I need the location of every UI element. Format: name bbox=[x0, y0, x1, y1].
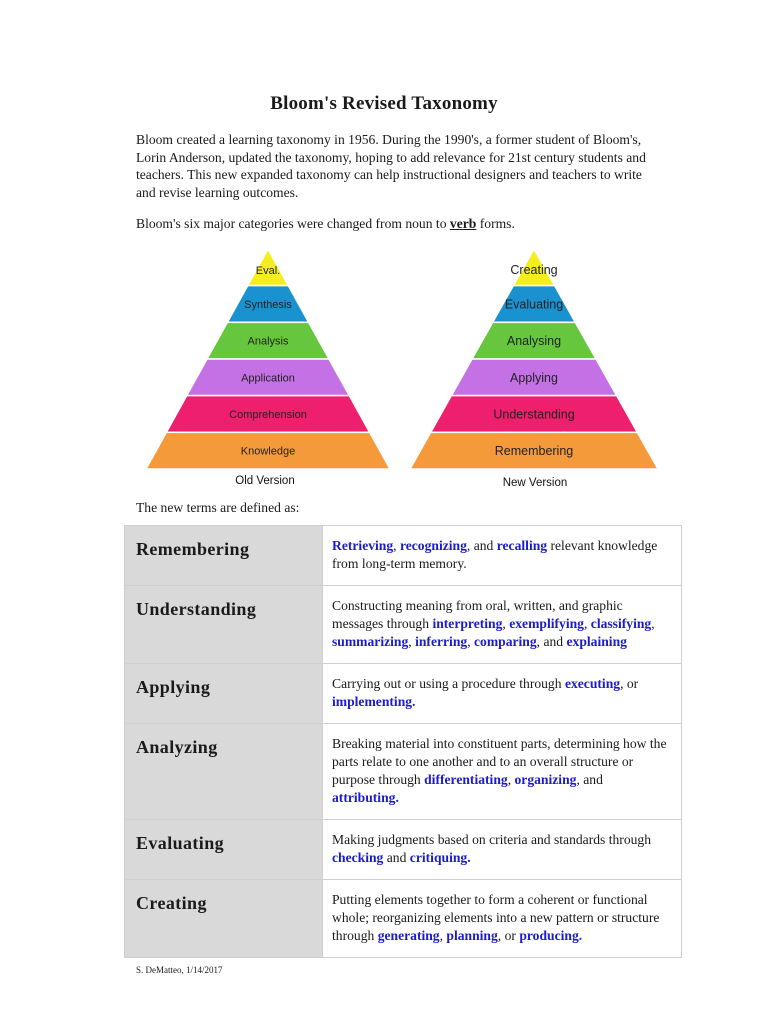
old-pyramid-level-1-label: Eval. bbox=[255, 264, 281, 277]
term-row-understanding bbox=[125, 586, 682, 664]
keyword-verb: comparing bbox=[473, 634, 537, 649]
definitions-intro: The new terms are defined as: bbox=[136, 500, 300, 515]
term-definition bbox=[323, 820, 682, 880]
new-pyramid-level-5-label: Understanding bbox=[493, 407, 575, 422]
verb-sentence-end: forms. bbox=[476, 216, 515, 231]
intro-paragraph: Bloom created a learning taxonomy in 1956. During the 1990's, a former student of Bloom's, Lorin Anderson, updated the taxonomy, hoping to add relevance for 21st century students and teachers. This new expanded taxonomy can help instructional designers and teachers to write and revise learning outcomes. bbox=[136, 132, 646, 200]
definition-text: , or bbox=[620, 676, 639, 691]
verb-emphasis: verb bbox=[449, 216, 477, 231]
term-name: Applying bbox=[125, 664, 323, 724]
definition-text: and bbox=[383, 850, 410, 865]
keyword-verb: planning bbox=[446, 928, 498, 943]
page-title: Bloom's Revised Taxonomy bbox=[270, 93, 498, 114]
definition-text: , bbox=[408, 634, 416, 649]
keyword-verb: implementing. bbox=[332, 694, 416, 709]
old-pyramid-level-4-label: Application bbox=[241, 372, 295, 385]
keyword-verb: explaining bbox=[566, 634, 627, 649]
keyword-verb: recalling bbox=[496, 538, 548, 553]
definition-text: , bbox=[507, 772, 515, 787]
keyword-verb: classifying bbox=[590, 616, 652, 631]
definition-text: , bbox=[393, 538, 400, 553]
definition-text: , bbox=[502, 616, 510, 631]
keyword-verb: inferring bbox=[415, 634, 468, 649]
old-pyramid-level-3-label: Analysis bbox=[247, 335, 289, 348]
old-pyramid-level-6-label: Knowledge bbox=[240, 445, 296, 458]
keyword-verb: executing bbox=[564, 676, 621, 691]
keyword-verb: interpreting bbox=[432, 616, 503, 631]
old-version-pyramid bbox=[146, 249, 390, 469]
term-row-evaluating bbox=[125, 820, 682, 880]
definition-text: , bbox=[583, 616, 591, 631]
pyramid-figure bbox=[0, 0, 768, 500]
definition-text: , and bbox=[536, 634, 567, 649]
term-row-analyzing bbox=[125, 724, 682, 820]
new-version-caption: New Version bbox=[502, 477, 568, 489]
definition-text: , and bbox=[466, 538, 497, 553]
new-pyramid-level-3-label: Analysing bbox=[506, 334, 562, 349]
definition-text: , and bbox=[576, 772, 603, 787]
definition-text: , bbox=[651, 616, 655, 631]
term-name: Understanding bbox=[125, 586, 323, 664]
term-row-creating bbox=[125, 880, 682, 958]
term-row-remembering bbox=[125, 526, 682, 586]
definition-text: Carrying out or using a procedure through bbox=[332, 676, 565, 691]
definition-text: , or bbox=[497, 928, 520, 943]
term-name: Analyzing bbox=[125, 724, 323, 820]
term-name: Creating bbox=[125, 880, 323, 958]
keyword-verb: recognizing bbox=[399, 538, 467, 553]
keyword-verb: differentiating bbox=[424, 772, 508, 787]
definition-text: Making judgments based on criteria and standards through bbox=[332, 832, 652, 847]
verb-sentence-start: Bloom's six major categories were changed from noun to bbox=[136, 216, 450, 231]
term-definition bbox=[323, 724, 682, 820]
keyword-verb: Retrieving bbox=[332, 538, 394, 553]
term-definition bbox=[323, 586, 682, 664]
new-version-pyramid bbox=[410, 249, 658, 469]
old-version-caption: Old Version bbox=[235, 475, 295, 487]
keyword-verb: organizing bbox=[514, 772, 577, 787]
keyword-verb: checking bbox=[332, 850, 384, 865]
new-pyramid-level-6-label: Remembering bbox=[494, 444, 574, 459]
old-pyramid-level-2-label: Synthesis bbox=[244, 298, 292, 311]
definition-text: Putting elements together to form a coherent or functional whole; reorganizing elements into a new pattern or structure through bbox=[332, 892, 660, 943]
keyword-verb: exemplifying bbox=[509, 616, 584, 631]
keyword-verb: attributing. bbox=[332, 790, 399, 805]
new-pyramid-level-2-label: Evaluating bbox=[504, 297, 564, 312]
term-definition bbox=[323, 664, 682, 724]
keyword-verb: summarizing bbox=[332, 634, 409, 649]
term-definition bbox=[323, 880, 682, 958]
definition-text: , bbox=[467, 634, 474, 649]
keyword-verb: producing. bbox=[519, 928, 583, 943]
definition-text: , bbox=[439, 928, 447, 943]
terms-table bbox=[124, 525, 682, 958]
old-pyramid-level-5-label: Comprehension bbox=[229, 408, 307, 421]
new-pyramid-level-4-label: Applying bbox=[510, 370, 558, 385]
term-name: Remembering bbox=[125, 526, 323, 586]
definition-text: Breaking material into constituent parts, determining how the parts relate to one another and to an overall structure or purpose through bbox=[332, 736, 667, 787]
term-name: Evaluating bbox=[125, 820, 323, 880]
keyword-verb: critiquing. bbox=[409, 850, 471, 865]
author-date-footer: S. DeMatteo, 1/14/2017 bbox=[136, 965, 223, 975]
definition-text: Constructing meaning from oral, written, and graphic messages through bbox=[332, 598, 623, 631]
new-pyramid-level-1-label: Creating bbox=[510, 262, 558, 277]
definition-text: relevant knowledge from long-term memory. bbox=[332, 538, 658, 571]
term-definition bbox=[323, 526, 682, 586]
keyword-verb: generating bbox=[377, 928, 440, 943]
term-row-applying bbox=[125, 664, 682, 724]
